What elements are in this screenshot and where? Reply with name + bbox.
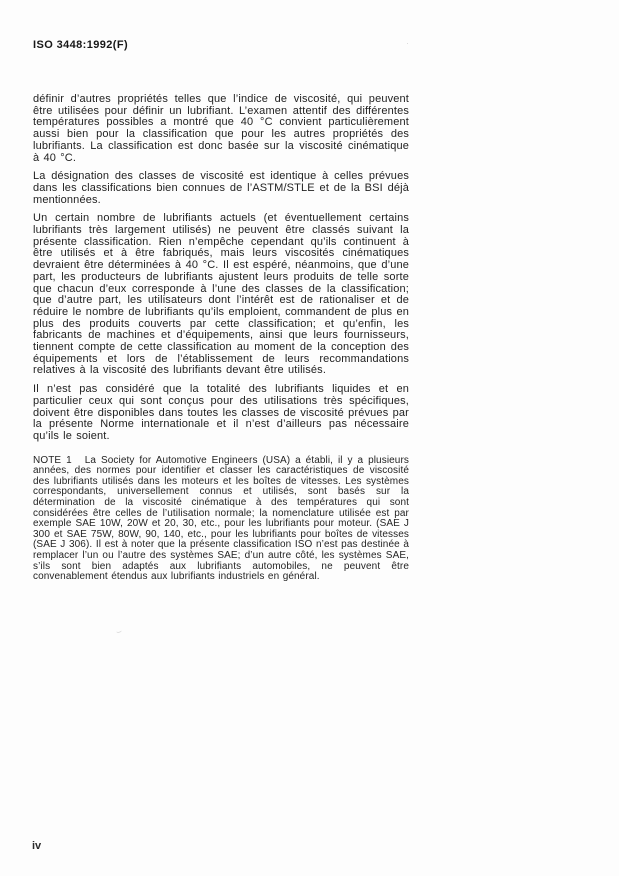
document-body <box>33 94 409 583</box>
body-paragraph: La désignation des classes de viscosité est identique à celles prévues dans les classifications bien connues de l’ASTM/STLE et de la BSI déjà mentionnées. <box>33 170 409 206</box>
scan-artifact: · <box>406 38 409 48</box>
document-footer <box>32 840 41 852</box>
page-number: iv <box>32 840 42 852</box>
note-label: NOTE 1 <box>33 454 72 466</box>
scan-artifact: ⌣ <box>114 625 123 637</box>
standard-reference: ISO 3448:1992(F) <box>33 39 129 51</box>
note-paragraph <box>33 456 409 583</box>
body-paragraph: Il n’est pas considéré que la totalité des lubrifiants liquides et en particulier ceux qui sont conçus pour des utilisations très spécifiques, doivent être disponibles dans toutes les classes de viscosité prévues par la présente Norme internationale et il n’est d’ailleurs pas nécessaire qu’ils le soient. <box>33 383 409 442</box>
body-paragraph: définir d’autres propriétés telles que l’indice de viscosité, qui peuvent être utilisées pour définir un lubrifiant. L’examen attentif des différentes températures possibles a montré que 40 °C convient particulièrement aussi bien pour la classification que pour les autres propriétés des lubrifiants. La classification est donc basée sur la viscosité cinématique à 40 °C. <box>33 93 409 164</box>
note-text: La Society for Automotive Engineers (USA) a établi, il y a plusieurs années, des normes pour identifier et classer les caractéristiques de viscosité des lubrifiants utilisés dans les moteurs et les boîtes de vitesses. Les systèmes correspondants, universellement connus et utilisés, sont basés sur la détermination de la viscosité cinématique à des températures qui sont considérées être celles de l’utilisation normale; la nomenclature utilisée est par exemple SAE 10W, 20W et 20, 30, etc., pour les lubrifiants pour moteur. (SAE J 300 et SAE 75W, 80W, 90, 140, etc., pour les lubrifiants pour boîtes de vitesses (SAE J 306). Il est à noter que la présente classification ISO n’est pas destinée à remplacer l’un ou l’autre des systèmes SAE; d’un autre côté, les systèmes SAE, s’ils sont bien adaptés aux lubrifiants automobiles, ne peuvent être convenablement étendus aux lubrifiants industriels en général. <box>33 454 409 583</box>
body-paragraph: Un certain nombre de lubrifiants actuels (et éventuellement certains lubrifiants très largement utilisés) ne peuvent être classés suivant la présente classification. Rien n’empêche cependant qu’ils continuent à être utilisés et à être fabriqués, mais leurs viscosités cinématiques devraient être déterminées à 40 °C. Il est espéré, néanmoins, que d’une part, les producteurs de lubrifiants ajustent leurs produits de telle sorte que chacun d’eux corresponde à l’une des classes de la classification; que d’autre part, les utilisateurs dont l’intérêt est de rationaliser et de réduire le nombre de lubrifiants qu’ils emploient, commandent de plus en plus des produits couverts par cette classification; et qu’enfin, les fabricants de machines et d’équipements, ainsi que leurs fournisseurs, tiennent compte de cette classification au moment de la conception des équipements et lors de l’établissement de leurs recommandations relatives à la viscosité des lubrifiants devant être utilisés. <box>33 212 409 377</box>
document-header <box>33 39 128 51</box>
